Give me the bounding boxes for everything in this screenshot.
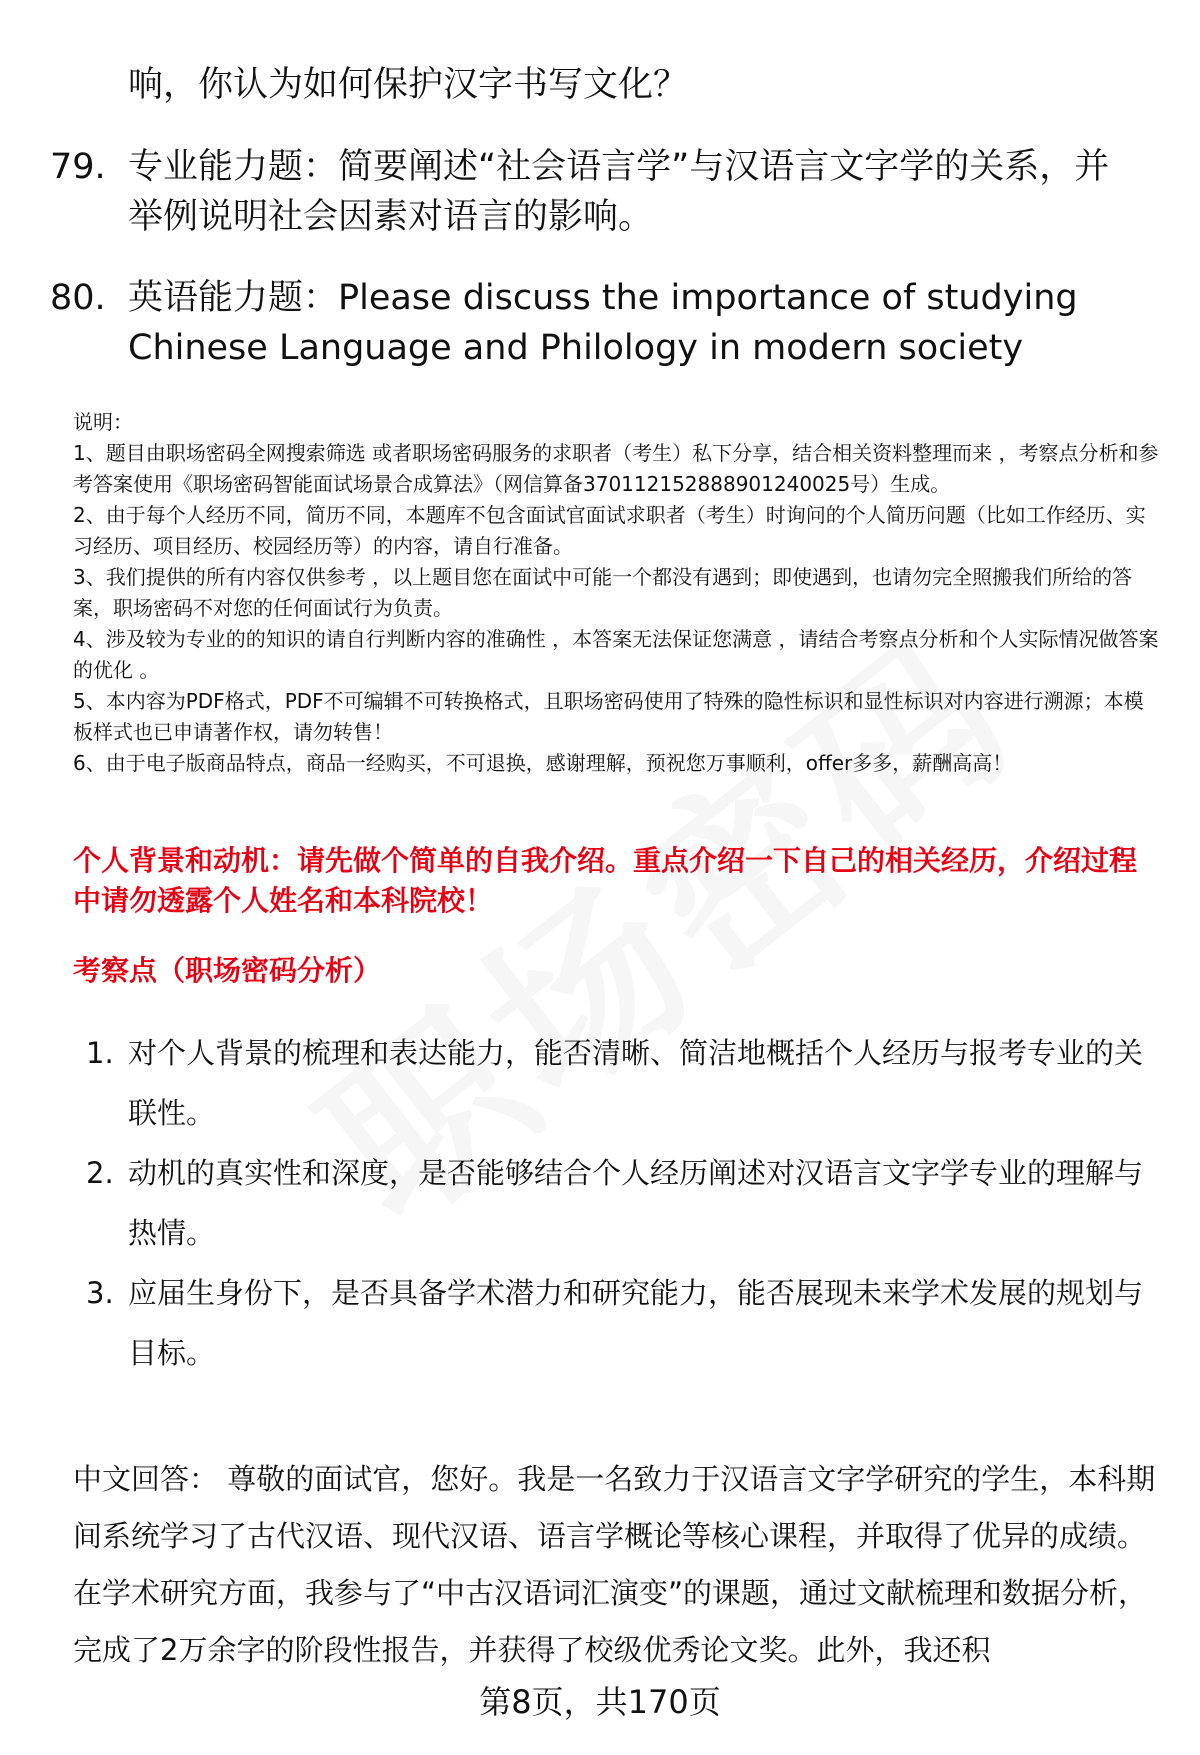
assessment-point: [86, 1023, 1161, 1143]
point-number: 1.: [86, 1036, 114, 1070]
note-item: 2、由于每个人经历不同，简历不同，本题库不包含面试官面试求职者（考生）时询问的个人简历问题（比如工作经历、实习经历、项目经历、校园经历等）的内容，请自行准备。: [73, 503, 1146, 558]
interview-prompt: 个人背景和动机：请先做个简单的自我介绍。重点介绍一下自己的相关经历，介绍过程中请勿透露个人姓名和本科院校！: [73, 844, 1138, 917]
question-number: 79.: [50, 147, 106, 187]
point-text: 动机的真实性和深度，是否能够结合个人经历阐述对汉语言文字学专业的理解与热情。: [128, 1156, 1144, 1250]
notes-title: 说明：: [73, 410, 133, 434]
point-number: 2.: [86, 1156, 114, 1190]
question-number: 80.: [50, 278, 106, 318]
chinese-answer: 中文回答： 尊敬的面试官，您好。我是一名致力于汉语言文字学研究的学生，本科期间系统学习了古代汉语、现代汉语、语言学概论等核心课程，并取得了优异的成绩。在学术研究方面，我参与了“中古汉语词汇演变”的课题，通过文献梳理和数据分析，完成了2万余字的阶段性报告，并获得了校级优秀论文奖。此外，我还积: [73, 1462, 1156, 1667]
note-item: 5、本内容为PDF格式，PDF不可编辑不可转换格式，且职场密码使用了特殊的隐性标识和显性标识对内容进行溯源；本模板样式也已申请著作权，请勿转售！: [73, 689, 1144, 744]
question-text: 专业能力题：简要阐述“社会语言学”与汉语言文字学的关系，并举例说明社会因素对语言的影响。: [128, 147, 1110, 237]
page-footer: 第8页，共170页: [479, 1683, 721, 1721]
note-item: 6、由于电子版商品特点，商品一经购买，不可退换，感谢理解，预祝您万事顺利，offer多多，薪酬高高！: [73, 751, 1013, 775]
note-item: 3、我们提供的所有内容仅供参考 ，以上题目您在面试中可能一个都没有遇到；即使遇到，也请勿完全照搬我们所给的答案，职场密码不对您的任何面试行为负责。: [73, 565, 1133, 620]
point-text: 对个人背景的梳理和表达能力，能否清晰、简洁地概括个人经历与报考专业的关联性。: [128, 1036, 1144, 1130]
point-number: 3.: [86, 1276, 114, 1310]
question-78-continuation: 响，你认为如何保护汉字书写文化？: [128, 65, 689, 105]
point-text: 应届生身份下，是否具备学术潜力和研究能力，能否展现未来学术发展的规划与目标。: [128, 1276, 1144, 1370]
note-item: 1、题目由职场密码全网搜索筛选 或者职场密码服务的求职者（考生）私下分享，结合相关资料整理而来 ，考察点分析和参考答案使用《职场密码智能面试场景合成算法》（网信算备370112152888901240025号）生成。: [73, 441, 1159, 496]
note-item: 4、涉及较为专业的的知识的请自行判断内容的准确性 ，本答案无法保证您满意 ，请结合考察点分析和个人实际情况做答案的优化 。: [73, 627, 1159, 682]
question-text: 英语能力题：Please discuss the importance of studying Chinese Language and Philology in modern society: [128, 278, 1078, 368]
assessment-point: [86, 1143, 1161, 1263]
assessment-points-title: 考察点（职场密码分析）: [73, 954, 382, 987]
assessment-points-list: [86, 1023, 1161, 1383]
assessment-point: [86, 1263, 1161, 1383]
notes-section: [73, 407, 1163, 779]
